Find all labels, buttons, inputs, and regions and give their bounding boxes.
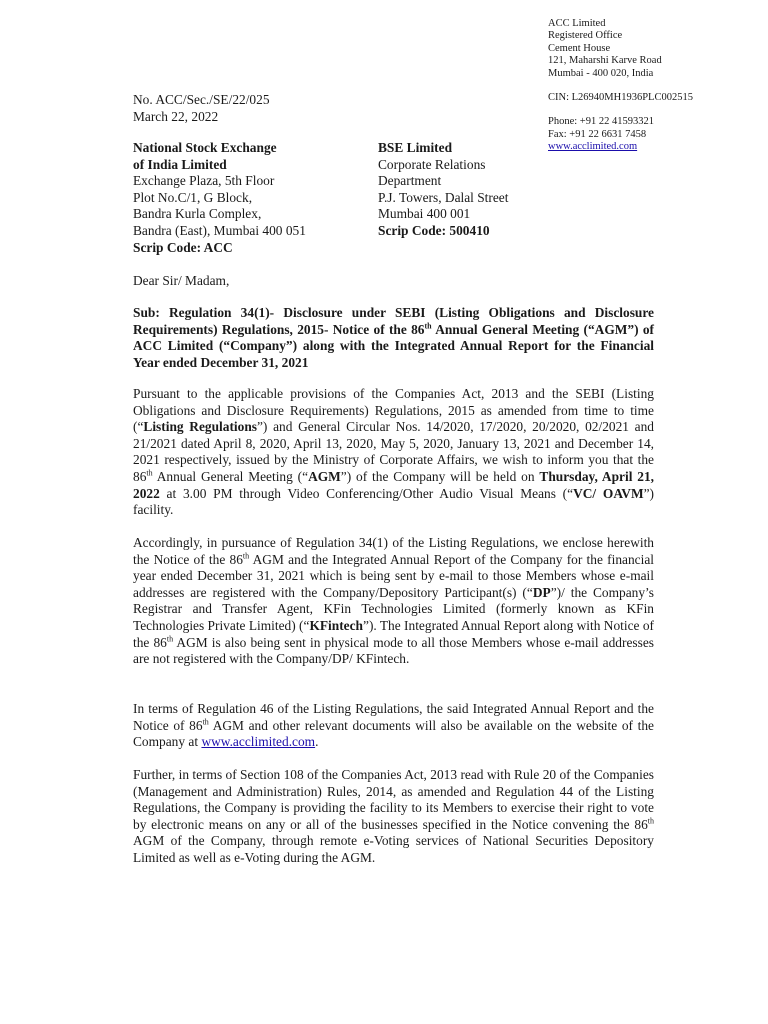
paragraph-1-text: [133, 386, 654, 519]
paragraph-3: [133, 701, 654, 751]
p4-superscript: th: [647, 816, 654, 826]
nse-name-line2: of India Limited: [133, 156, 227, 172]
p3-text-1: In terms of Regulation 46 of the Listing Regulations, the said Integrated Annual Report and the Notice of 86: [133, 701, 654, 733]
paragraph-1: [133, 386, 654, 519]
nse-address-line2: Plot No.C/1, G Block,: [133, 189, 253, 205]
p1-bold-2: AGM: [308, 468, 341, 484]
nse-address-line1: Exchange Plaza, 5th Floor: [133, 173, 275, 189]
city-address: Mumbai - 400 020, India: [548, 67, 654, 79]
street-address: 121, Maharshi Karve Road: [548, 55, 662, 67]
phone-number: Phone: +91 22 41593321: [548, 116, 654, 128]
p2-text-5: AGM is also being sent in physical mode to all those Members whose e-mail addresses are not registered with the Company/DP/ KFintech.: [133, 634, 654, 667]
p2-superscript-1: th: [242, 551, 250, 561]
p2-text-2: AGM and the Integrated Annual Report of the Company for the financial year ended December 31, 2021 which is being sent by e-mail to those Members whose e-mail addresses are registered with the Company/Depository Participant(s) (“: [133, 551, 654, 600]
nse-address-line3: Bandra Kurla Complex,: [133, 206, 262, 222]
nse-name-line1: National Stock Exchange: [133, 140, 277, 155]
p3-superscript: th: [202, 717, 209, 727]
recipient-nse: [133, 140, 306, 256]
paragraph-2-text: [133, 535, 654, 668]
recipient-bse: [378, 140, 508, 240]
reference-block: [133, 92, 654, 125]
paragraph-2: [133, 535, 654, 668]
company-name: ACC Limited: [548, 18, 606, 29]
subject-line: [133, 305, 654, 371]
website-link[interactable]: www.acclimited.com: [201, 734, 316, 750]
bse-scrip-code: Scrip Code: 500410: [378, 222, 490, 238]
subject-block: [133, 305, 654, 371]
p1-bold-1: Listing Regulations: [143, 419, 257, 435]
subject-text-2: Annual General Meeting (“AGM”) of ACC Limited (“Company”) along with the Integrated Annual Report for the Financial Year ended December 31, 2021: [133, 321, 654, 370]
p1-superscript: th: [146, 468, 153, 478]
p3-text-3: .: [315, 734, 319, 750]
spacer: [548, 80, 758, 92]
p2-text-4: ”). The Integrated Annual Report along with Notice of the 86: [133, 617, 654, 650]
registered-office-label: Registered Office: [548, 30, 623, 42]
p4-text-1: Further, in terms of Section 108 of the Companies Act, 2013 read with Rule 20 of the Companies (Management and Administration) Rules, 2014, as amended and Regulation 44 of the Listing Regulations, the Company is providing the facility to its Members to exercise their right to vote by electronic means on any or all of the businesses specified in the Notice convening the 86: [133, 767, 654, 832]
subject-text-1: Sub: Regulation 34(1)- Disclosure under SEBI (Listing Obligations and Disclosure Requirements) Regulations, 2015- Notice of the 86: [133, 305, 654, 337]
p1-text-3: Annual General Meeting (“: [152, 468, 309, 484]
bse-address-line1: Corporate Relations: [378, 156, 486, 172]
letterhead-address: [548, 18, 758, 154]
building-name: Cement House: [548, 42, 611, 54]
p1-text-1: Pursuant to the applicable provisions of the Companies Act, 2013 and the SEBI (Listing Obligations and Disclosure Requirements) Regulations, 2015 as amended from time to time (“: [133, 386, 654, 435]
p1-text-6: ”) facility.: [133, 485, 654, 518]
bse-name: BSE Limited: [378, 140, 453, 155]
nse-address-line4: Bandra (East), Mumbai 400 051: [133, 222, 306, 238]
p1-bold-3: Thursday, April 21, 2022: [133, 468, 655, 501]
p2-bold-1: DP: [532, 584, 551, 600]
bse-address-line4: Mumbai 400 001: [378, 206, 471, 222]
p4-text-2: AGM of the Company, through remote e-Voting services of National Securities Depository Limited as well as e-Voting during the AGM.: [133, 833, 654, 865]
cin-number: CIN: L26940MH1936PLC002515: [548, 92, 693, 104]
p1-text-4: ”) of the Company will be held on: [340, 468, 540, 484]
bse-address-line2: Department: [378, 173, 442, 189]
p3-text-2: AGM and other relevant documents will also be available on the website of the Company at: [133, 717, 654, 750]
p2-superscript-2: th: [166, 634, 174, 644]
p1-bold-4: VC/ OAVM: [573, 485, 644, 501]
letter-date: March 22, 2022: [133, 108, 219, 124]
paragraph-3-text: [133, 701, 654, 751]
p2-text-1: Accordingly, in pursuance of Regulation 34(1) of the Listing Regulations, we enclose herewith the Notice of the 86: [133, 535, 654, 567]
p2-text-3: ”)/ the Company’s Registrar and Transfer Agent, KFin Technologies Limited (formerly known as KFin Technologies Private Limited) (“: [133, 584, 654, 633]
nse-scrip-code: Scrip Code: ACC: [133, 239, 233, 255]
fax-number: Fax: +91 22 6631 7458: [548, 128, 647, 140]
reference-number: No. ACC/Sec./SE/22/025: [133, 92, 270, 107]
salutation: Dear Sir/ Madam,: [133, 273, 230, 288]
p2-bold-2: KFintech: [309, 617, 364, 633]
bse-address-line3: P.J. Towers, Dalal Street: [378, 189, 509, 205]
paragraph-4-text: [133, 767, 654, 867]
letterhead-website-link[interactable]: www.acclimited.com: [548, 141, 638, 153]
p1-text-5: at 3.00 PM through Video Conferencing/Other Audio Visual Means (“: [159, 485, 574, 501]
paragraph-4: [133, 767, 654, 867]
subject-superscript: th: [424, 321, 432, 331]
p1-text-2: ”) and General Circular Nos. 14/2020, 17/2020, 20/2020, 02/2021 and 21/2021 dated April 8, 2020, April 13, 2020, May 5, 2020, January 13, 2021 and December 14, 2021 respectively, issued by the Ministry of Corporate Affairs, we wish to inform you that the 86: [133, 419, 654, 484]
